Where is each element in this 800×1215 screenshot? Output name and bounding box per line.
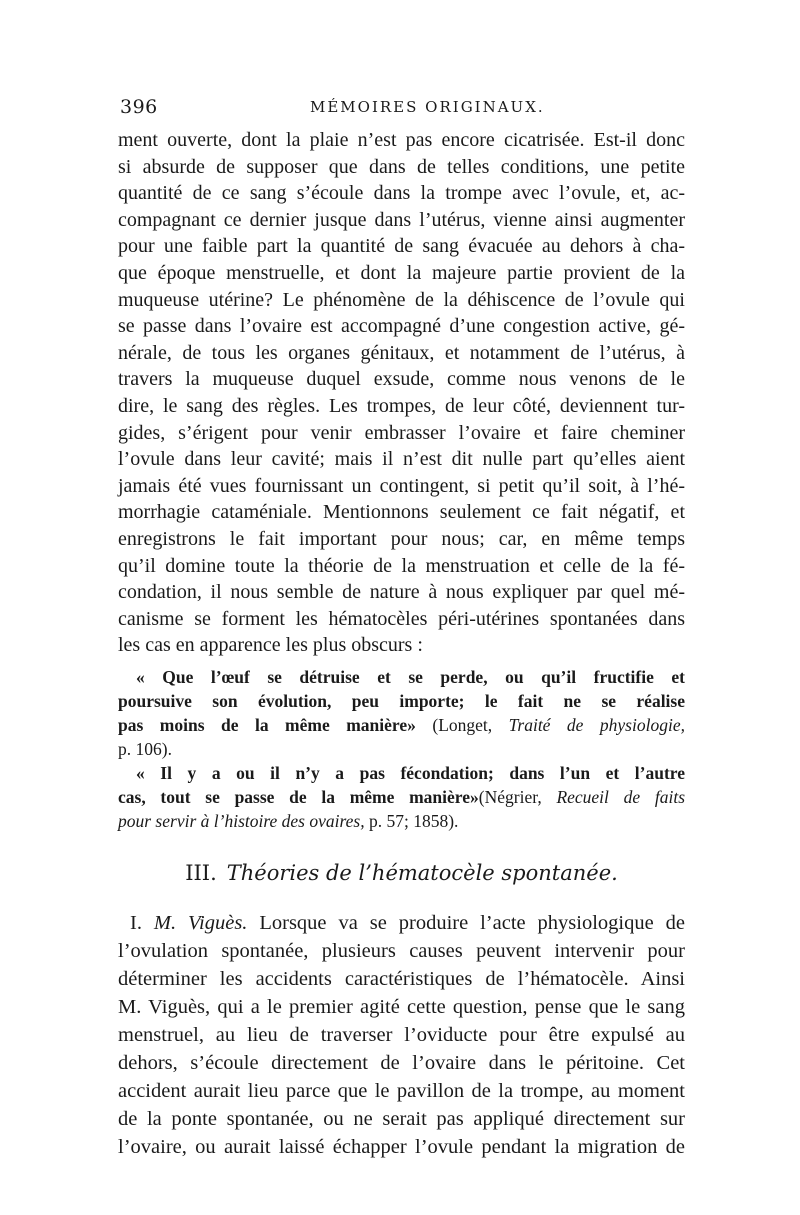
text-line: l’ovule dans leur cavité; mais il n’est dit nulle part qu’elles aient [118,448,685,471]
text-line: gides, s’érigent pour venir embrasser l’ovaire et faire cheminer [118,421,685,444]
main-text [118,127,685,833]
text-line: nérale, de tous les organes génitaux, et notamment de l’utérus, à [118,341,685,364]
text-line: l’ovulation spontanée, plusieurs causes peuvent intervenir pour [118,940,685,962]
citation-title: Recueil de faits [556,786,685,807]
quote-bold-text: pas moins de la même manière» [118,714,416,735]
quote-line: « Il y a ou il n’y a pas fécondation; dans l’un et l’autre [136,762,685,783]
text-line: menstruel, au lieu de traverser l’oviducte pour être expulsé au [118,1024,685,1046]
text-line: ment ouverte, dont la plaie n’est pas encore cicatrisée. Est-il donc [118,129,685,151]
list-number: I. [130,912,154,934]
text-line: morrhagie cataméniale. Mentionnons seulement ce fait négatif, et [118,501,685,524]
author-name: M. Viguès. [153,912,248,934]
paragraph-continued [118,127,685,659]
quotation-negrier [118,761,685,833]
quote-bold-text: cas, tout se passe de la même manière» [118,786,479,807]
quotation-longet [118,665,685,761]
citation-text: (Longet, [415,714,509,735]
text-line: dire, le sang des règles. Les trompes, de leur côté, deviennent tur- [118,394,685,417]
citation-text: (Négrier, [478,786,557,807]
citation-page: p. 106). [118,738,172,759]
section-title: Théories de l’hématocèle spontanée. [226,861,618,885]
paragraph-vigues [118,909,685,1161]
text-line: dehors, s’écoule directement de l’ovaire dans le péritoine. Cet [118,1052,685,1074]
text-line: jamais été vues fournissant un contingent, si petit qu’il soit, à l’hé- [118,474,685,497]
text-line [118,909,685,937]
quote-line: poursuive son évolution, peu importe; le fait ne se réalise [118,690,685,711]
text-line: accident aurait lieu parce que le pavillon de la trompe, au moment [118,1080,685,1102]
text-line: muqueuse utérine? Le phénomène de la déhiscence de l’ovule qui [118,288,685,311]
text-line: M. Viguès, qui a le premier agité cette question, pense que le sang [118,996,685,1018]
text-line: l’ovaire, ou aurait laissé échapper l’ovule pendant la migration de [118,1136,685,1158]
page-number: 396 [120,96,158,118]
quote-line [118,713,685,737]
text-line: que époque menstruelle, et dont la majeure partie provient de la [118,261,685,284]
text-line: déterminer les accidents caractéristiques de l’hématocèle. Ainsi [118,968,685,990]
text-line: enregistrons le fait important pour nous; car, en même temps [118,527,685,550]
text-run: Lorsque va se produire l’acte physiologique de [247,912,685,934]
text-line: se passe dans l’ovaire est accompagné d’une congestion active, gé- [118,315,685,338]
citation-text: p. 57; 1858). [364,810,459,831]
text-line: les cas en apparence les plus obscurs : [118,634,423,657]
running-title: MÉMOIRES ORIGINAUX. [310,98,545,116]
text-line: de la ponte spontanée, ou ne serait pas appliqué directement sur [118,1108,685,1130]
text-line: quantité de ce sang s’écoule dans la trompe avec l’ovule, et, ac- [118,182,685,205]
citation-title: pour servir à l’histoire des ovaires, [118,810,365,831]
text-line: qu’il domine toute la théorie de la menstruation et celle de la fé- [118,554,685,577]
text-line: travers la muqueuse duquel exsude, comme nous venons de le [118,368,685,391]
text-line: compagnant ce dernier jusque dans l’utérus, vienne ainsi augmenter [118,208,685,231]
text-line: pour une faible part la quantité de sang évacuée au dehors à cha- [118,235,685,258]
citation-title: Traité de physiologie, [508,714,685,735]
quote-line: « Que l’œuf se détruise et se perde, ou qu’il fructifie et [136,666,685,687]
quote-line [118,785,685,809]
text-line: si absurde de supposer que dans de telles conditions, une petite [118,155,685,178]
section-heading [118,858,685,888]
running-head [120,96,685,120]
quote-line [118,809,685,833]
text-line: canisme se forment les hématocèles péri-utérines spontanées dans [118,607,685,630]
section-number: III. [185,861,217,885]
text-line: condation, il nous semble de nature à nous expliquer par quel mé- [118,581,685,604]
